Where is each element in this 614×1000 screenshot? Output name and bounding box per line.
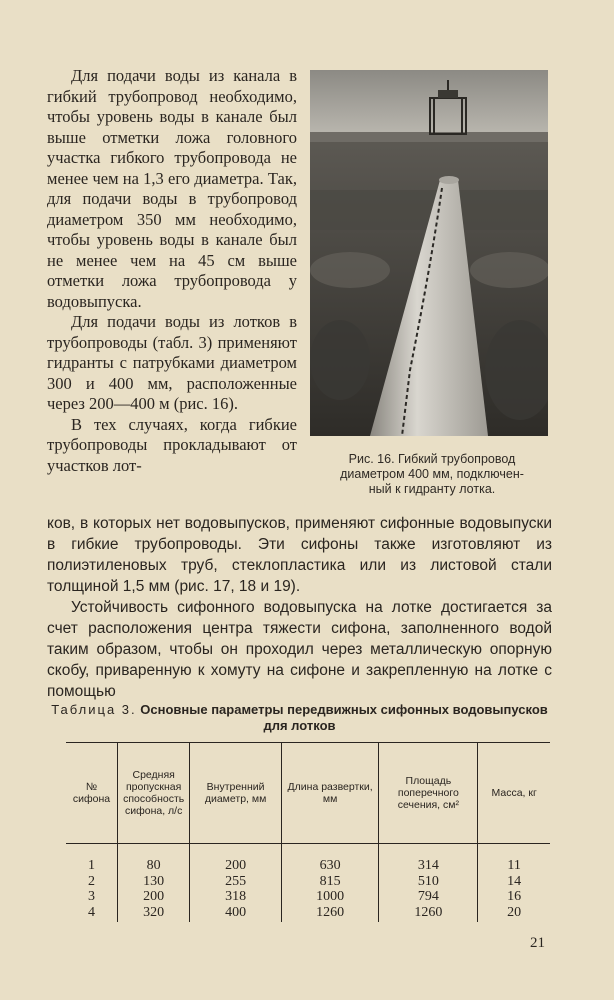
full-width-text [47, 513, 552, 702]
caption-line-1: Рис. 16. Гибкий трубопровод [348, 452, 516, 466]
paragraph-2: Для подачи воды из лотков в трубопроводы (табл. 3) применяют гидранты с патрубками диаметром 300 и 400 мм, расположенные через 200—400 м (рис. 16). [47, 312, 297, 413]
cell: 2 [87, 873, 95, 889]
table-3 [66, 742, 550, 922]
header-siphon-number: № сифона [66, 743, 117, 844]
cell: 200 [117, 889, 189, 905]
table-header-row [66, 743, 550, 844]
header-diameter: Внутренний диаметр, мм [190, 743, 281, 844]
table-3-title [47, 702, 552, 734]
cell: 318 [190, 889, 281, 905]
cell: 80 [117, 844, 189, 874]
table-title-text: Основные параметры передвижных сифонных водовыпусков для лотков [140, 702, 548, 733]
cell: 130 [117, 874, 189, 890]
cell: 11 [478, 844, 550, 874]
table-row [66, 905, 550, 923]
table-number: Таблица 3. [51, 702, 137, 717]
table-row [66, 889, 550, 905]
figure-16-caption [312, 452, 552, 497]
cell: 16 [478, 889, 550, 905]
caption-line-2: диаметром 400 мм, подключен- [340, 467, 524, 481]
cell: 20 [478, 905, 550, 923]
pipeline-photo-illustration [310, 70, 548, 436]
figure-16-photo [310, 70, 548, 436]
cell: 4 [87, 904, 95, 920]
cell: 400 [190, 905, 281, 923]
cell: 200 [190, 844, 281, 874]
paragraph-3-start: В тех случаях, когда гибкие трубопроводы прокладывают от участков лот- [47, 414, 297, 475]
table-row [66, 844, 550, 874]
cell: 1260 [281, 905, 379, 923]
cell: 3 [87, 889, 95, 904]
header-length: Длина развертки, мм [281, 743, 379, 844]
paragraph-1: Для подачи воды из канала в гибкий трубопровод необходимо, чтобы уровень воды в канале был выше отметки ложа головного участка гибкого трубопровода не менее чем на 1,3 его диаметра. Так, для подачи воды в трубопровод диаметром 350 мм необходимо, чтобы уровень воды в канале был не менее чем на 45 см выше отметки ложа трубопровода у водовыпуска. [47, 66, 297, 311]
cell: 794 [379, 889, 478, 905]
cell: 630 [281, 844, 379, 874]
cell: 815 [281, 874, 379, 890]
cell: 1000 [281, 889, 379, 905]
paragraph-3-end: ков, в которых нет водовыпусков, применяют сифонные водовыпуски в гибкие трубопроводы. Эти сифоны также изготовляют из полиэтиленовых труб, стеклопластика или из листовой стали толщиной 1,5 мм (рис. 17, 18 и 19). [47, 515, 552, 595]
cell: 510 [379, 874, 478, 890]
header-mass: Масса, кг [478, 743, 550, 844]
cell: 1260 [379, 905, 478, 923]
page-number: 21 [530, 935, 545, 951]
cell: 314 [379, 844, 478, 874]
caption-line-3: ный к гидранту лотка. [368, 482, 496, 496]
cell: 320 [117, 905, 189, 923]
header-capacity: Средняя пропускная способность сифона, л/с [117, 743, 189, 844]
cell: 1 [87, 858, 95, 873]
paragraph-4: Устойчивость сифонного водовыпуска на лотке достигается за счет расположения центра тяжести сифона, заполненного водой таким образом, чтобы он проходил через металлическую опорную скобу, приваренную к хомуту на сифоне и закрепленную на лотке с помощью [47, 599, 552, 700]
header-area: Площадь поперечного сечения, см² [379, 743, 478, 844]
left-column-text [47, 66, 297, 476]
cell: 255 [190, 874, 281, 890]
cell: 14 [478, 874, 550, 890]
table-row [66, 874, 550, 890]
